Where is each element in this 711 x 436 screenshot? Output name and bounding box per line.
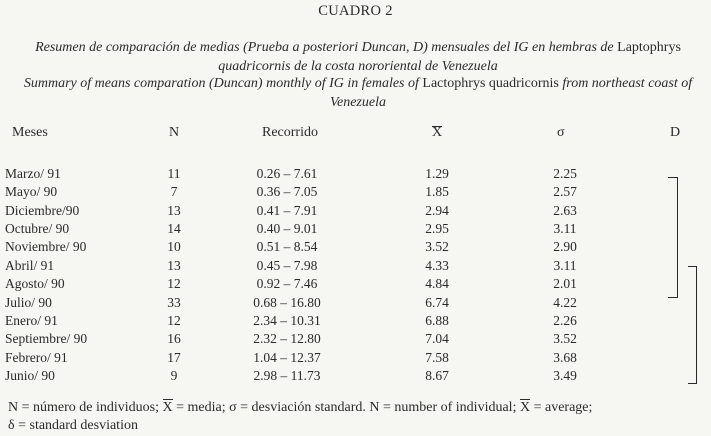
cell-sigma: 2.26 [553,312,577,328]
cell-mes: Noviembre/ 90 [5,239,87,255]
cell-mes: Junio/ 90 [5,367,55,383]
header-mean [432,125,442,141]
cell-recorrido: 0.41 – 7.91 [256,202,318,218]
cell-sigma: 3.52 [553,331,577,347]
cell-mean: 6.88 [425,312,449,328]
cell-n: 12 [167,276,181,292]
cell-mes: Abril/ 91 [5,257,55,273]
cell-recorrido: 0.92 – 7.46 [256,276,318,292]
footnote-line-2: δ = standard desviation [8,418,138,433]
cell-mean: 8.67 [425,367,449,383]
header-recorrido: Recorrido [262,125,318,140]
cell-recorrido: 2.32 – 12.80 [253,331,321,347]
header-meses: Meses [12,125,48,140]
cell-mes: Diciembre/90 [5,202,80,218]
cell-mes: Julio/ 90 [5,294,52,310]
duncan-group-bracket-2 [688,266,697,384]
cell-mean: 7.04 [425,331,449,347]
cell-sigma: 3.68 [553,349,577,365]
cell-n: 13 [167,257,181,273]
caption-es-text-2: quadricornis de la costa nororiental de Venezuela [218,58,498,74]
cell-n: 13 [167,202,181,218]
cell-mes: Agosto/ 90 [5,276,65,292]
cell-mean: 6.74 [425,294,449,310]
caption-en-text-2: from northeast coast of Venezuela [330,76,693,110]
cell-n: 9 [170,367,178,383]
table-title: CUADRO 2 [318,3,393,19]
cell-sigma: 3.11 [553,221,577,237]
cell-mes: Septiembre/ 90 [5,331,88,347]
cell-recorrido: 1.04 – 12.37 [253,349,321,365]
caption-es-text: Resumen de comparación de medias (Prueba a posteriori Duncan, D) mensuales del IG en hembras de [35,40,614,55]
cell-n: 14 [167,221,181,237]
cell-mean: 4.33 [425,257,449,273]
cell-mean: 1.85 [425,184,449,200]
cell-mes: Enero/ 91 [5,312,58,328]
cell-sigma: 2.01 [553,276,577,292]
cell-n: 12 [167,312,181,328]
cell-mean: 1.29 [425,166,449,181]
cell-recorrido: 2.34 – 10.31 [253,312,321,328]
cell-sigma: 3.49 [553,367,577,383]
caption-en-text: Summary of means comparation (Duncan) monthly of IG in females of [23,76,419,91]
footnote-line-1 [8,398,708,417]
cell-mes: Febrero/ 91 [5,349,68,365]
cell-recorrido: 0.40 – 9.01 [256,221,318,237]
footnote-text-1: N = número de individuos; [8,400,159,415]
footnote-mean-symbol-1: X [162,400,173,415]
caption-en-species: Lactophrys quadricornis [422,76,559,91]
cell-mean: 4.84 [425,276,449,292]
cell-mean: 7.58 [425,349,449,365]
cell-recorrido: 0.51 – 8.54 [256,239,318,255]
cell-sigma: 2.63 [553,202,577,218]
caption-english [8,75,708,112]
cell-mean: 2.95 [425,221,449,237]
cell-n: 7 [170,184,178,200]
cell-sigma: 2.57 [553,184,577,200]
cell-recorrido: 0.68 – 16.80 [253,294,321,310]
cell-n: 17 [167,349,181,365]
cell-n: 33 [167,294,181,310]
cell-n: 16 [167,331,181,347]
cell-mean: 2.94 [425,202,449,218]
cell-recorrido: 0.45 – 7.98 [256,257,318,273]
footnote-text-3: = average; [533,400,593,415]
header-sigma: σ [557,125,565,140]
header-mean-symbol: X [432,125,443,140]
cell-sigma: 4.22 [553,294,577,310]
footnote-text-2: = media; σ = desviación standard. N = number of individual; [176,400,517,415]
cell-sigma: 3.11 [553,257,577,273]
cell-sigma: 2.25 [553,166,577,181]
duncan-group-bracket-1 [668,177,678,298]
cell-recorrido: 0.26 – 7.61 [256,166,318,181]
caption-spanish [8,39,708,76]
cell-n: 11 [167,166,181,181]
cell-recorrido: 2.98 – 11.73 [253,367,321,383]
caption-es-species: Laptophrys [617,40,681,55]
cell-n: 10 [167,239,181,255]
cell-recorrido: 0.36 – 7.05 [256,184,318,200]
cell-mean: 3.52 [425,239,449,255]
header-duncan: D [670,125,681,140]
cell-mes: Octubre/ 90 [5,221,70,237]
cell-sigma: 2.90 [553,239,577,255]
cell-mes: Mayo/ 90 [5,184,58,200]
footnote-mean-symbol-2: X [519,400,531,415]
header-n: N [169,125,180,140]
cell-mes: Marzo/ 91 [5,166,61,181]
